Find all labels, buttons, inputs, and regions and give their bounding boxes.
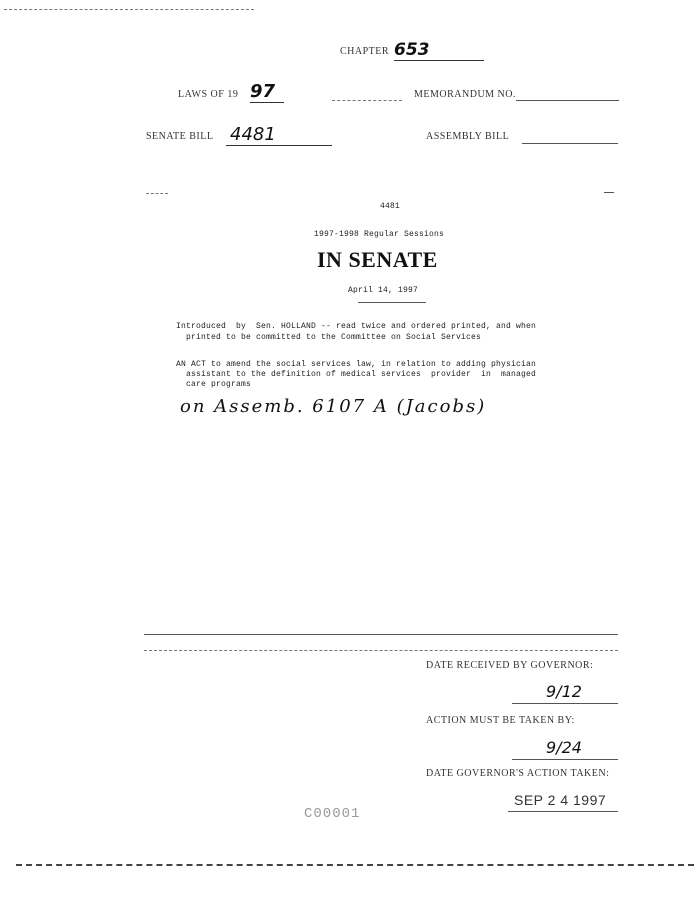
- action-by-line: [512, 759, 618, 760]
- assembly-bill-line: [522, 143, 618, 144]
- memorandum-line: [516, 100, 619, 101]
- date-rule: [358, 302, 426, 303]
- introduced-line-1: Introduced by Sen. HOLLAND -- read twice and ordered printed, and when: [176, 322, 537, 331]
- chamber-title: IN SENATE: [317, 247, 438, 272]
- senate-bill-value: 4481: [226, 124, 332, 146]
- memorandum-label: MEMORANDUM NO.: [414, 89, 517, 100]
- page-code: C00001: [304, 806, 361, 822]
- bill-number: 4481: [380, 202, 401, 211]
- margin-mark: [146, 193, 168, 194]
- scan-edge-line: [4, 9, 254, 10]
- action-taken-line: [508, 811, 618, 812]
- separator-line-1: [144, 634, 618, 635]
- separator-line-2: [144, 650, 618, 651]
- act-line-1: AN ACT to amend the social services law, in relation to adding physician: [176, 360, 537, 369]
- session-line: 1997-1998 Regular Sessions: [314, 230, 445, 239]
- laws-label: LAWS OF 19: [178, 89, 239, 100]
- handwritten-note: on Assemb. 6107 A (Jacobs): [180, 396, 487, 417]
- senate-bill-label: SENATE BILL: [146, 131, 214, 142]
- scan-edge-bottom: [16, 864, 694, 866]
- act-line-2: assistant to the definition of medical services provider in managed: [186, 370, 537, 379]
- laws-value: 97: [250, 81, 284, 103]
- action-by-label: ACTION MUST BE TAKEN BY:: [426, 715, 575, 726]
- chapter-label: CHAPTER: [340, 46, 390, 57]
- action-by-value: 9/24: [546, 738, 582, 757]
- received-value: 9/12: [546, 682, 582, 701]
- introduced-line-2: printed to be committed to the Committee on Social Services: [186, 333, 482, 342]
- blank-line: [332, 100, 402, 101]
- bill-date: April 14, 1997: [348, 286, 419, 295]
- received-line: [512, 703, 618, 704]
- action-taken-stamp: SEP 2 4 1997: [514, 792, 607, 808]
- received-label: DATE RECEIVED BY GOVERNOR:: [426, 660, 594, 671]
- chapter-value: 653: [394, 40, 484, 61]
- act-line-3: care programs: [186, 380, 252, 389]
- action-taken-label: DATE GOVERNOR'S ACTION TAKEN:: [426, 768, 610, 779]
- margin-mark-right: [604, 192, 614, 193]
- assembly-bill-label: ASSEMBLY BILL: [426, 131, 510, 142]
